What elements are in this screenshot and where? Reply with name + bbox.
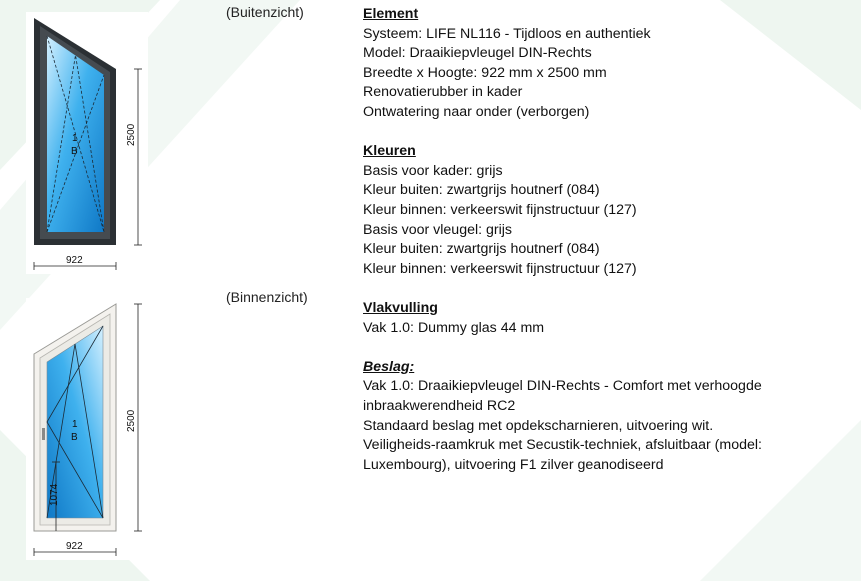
beslag-line: Luxembourg), uitvoering F1 zilver geanodiseerd: [363, 456, 664, 473]
kleuren-line: Basis voor kader: grijs: [363, 162, 503, 179]
sash-number: 1: [72, 419, 78, 430]
element-line: Model: Draaikiepvleugel DIN-Rechts: [363, 45, 592, 62]
kleuren-line: Kleur binnen: verkeerswit fijnstructuur (127): [363, 201, 637, 218]
outside-view-caption: (Buitenzicht): [226, 4, 304, 20]
kleuren-line: Kleur buiten: zwartgrijs houtnerf (084): [363, 182, 600, 199]
window-drawing-inside: [26, 298, 148, 560]
inside-view-caption: (Binnenzicht): [226, 289, 308, 305]
sash-number: 1: [72, 133, 78, 144]
vlakvulling-line: Vak 1.0: Dummy glas 44 mm: [363, 319, 545, 336]
kleuren-line: Basis voor vleugel: grijs: [363, 221, 513, 238]
kleuren-heading: Kleuren: [363, 143, 416, 160]
width-dimension: 922: [66, 255, 83, 266]
beslag-line: Standaard beslag met opdekscharnieren, uitvoering wit.: [363, 417, 714, 434]
sash-letter: B: [71, 146, 78, 157]
beslag-line: inbraakwerendheid RC2: [363, 397, 516, 414]
element-line: Renovatierubber in kader: [363, 84, 523, 101]
width-dimension: 922: [66, 541, 83, 552]
handle-height-dimension: 1074: [49, 483, 60, 506]
beslag-heading: Beslag:: [363, 358, 415, 375]
beslag-line: Veiligheids-raamkruk met Secustik-techniek, afsluitbaar (model:: [363, 437, 762, 454]
element-line: Breedte x Hoogte: 922 mm x 2500 mm: [363, 64, 607, 81]
specs-top: [363, 5, 651, 279]
sash-letter: B: [71, 432, 78, 443]
kleuren-line: Kleur binnen: verkeerswit fijnstructuur (127): [363, 260, 637, 277]
element-line: Ontwatering naar onder (verborgen): [363, 103, 590, 120]
window-drawing-outside: [26, 12, 148, 274]
height-dimension: 2500: [126, 123, 137, 146]
kleuren-line: Kleur buiten: zwartgrijs houtnerf (084): [363, 241, 600, 258]
element-heading: Element: [363, 6, 419, 22]
specs-bottom: [363, 299, 762, 475]
height-dimension: 2500: [126, 409, 137, 432]
handle-icon: [42, 428, 45, 440]
vlakvulling-heading: Vlakvulling: [363, 300, 438, 316]
element-line: Systeem: LIFE NL116 - Tijdloos en authentiek: [363, 25, 651, 42]
beslag-line: Vak 1.0: Draaikiepvleugel DIN-Rechts - Comfort met verhoogde: [363, 378, 762, 395]
